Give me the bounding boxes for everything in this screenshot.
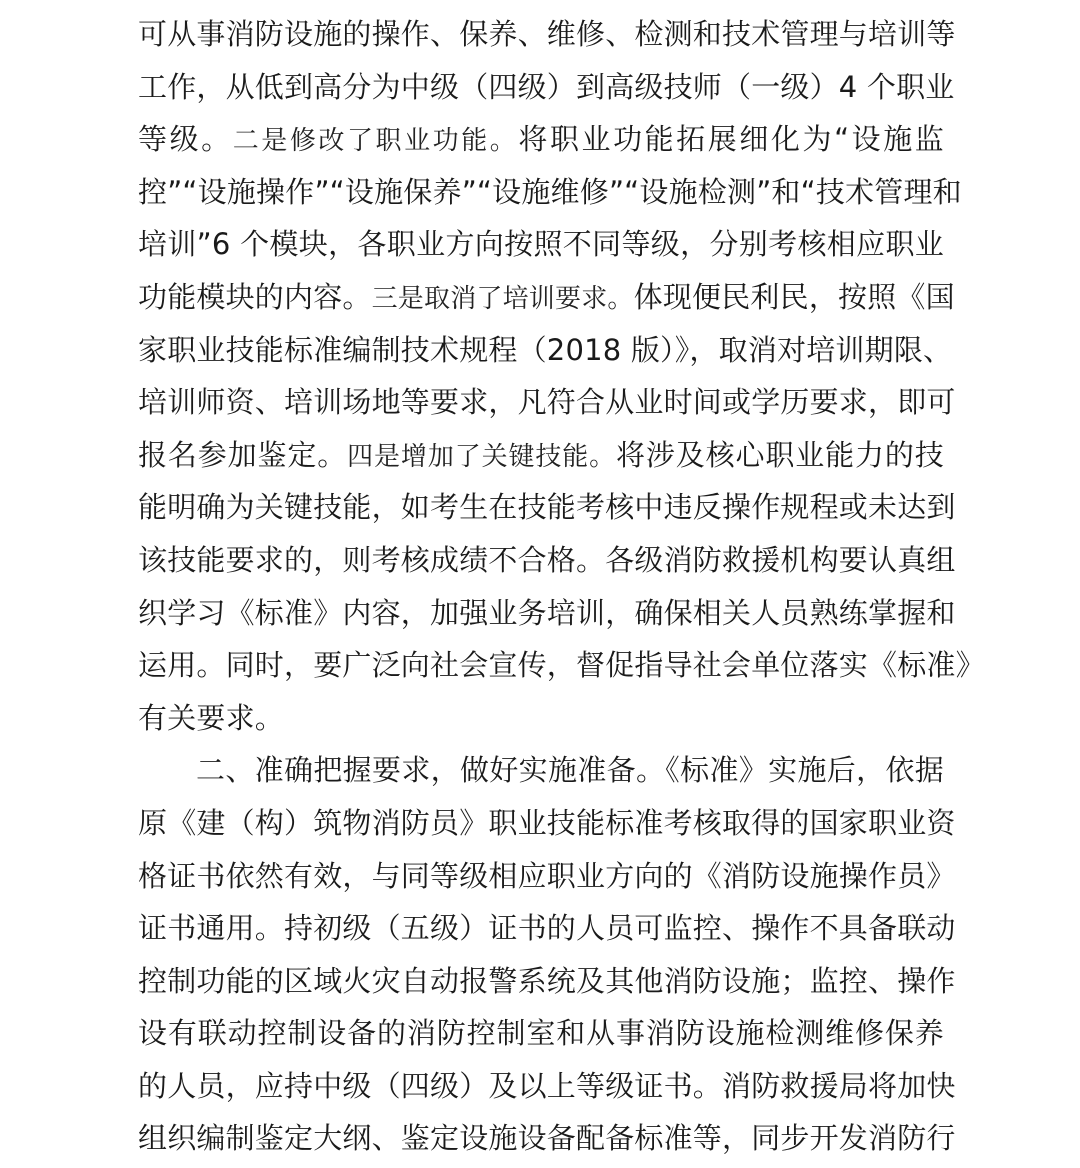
text-segment: 的人员，应持中级（四级）及以上等级证书。消防救援局将加快 [138,1068,956,1103]
text-segment: 织学习《标准》内容，加强业务培训，确保相关人员熟练掌握和 [138,595,956,630]
text-segment: 该技能要求的，则考核成绩不合格。各级消防救援机构要认真组 [138,542,956,577]
text-segment: 组织编制鉴定大纲、鉴定设施设备配备标准等，同步开发消防行 [138,1121,956,1156]
handwritten-emphasis: 二是修改了职业功能。 [232,126,519,157]
text-line [138,166,962,219]
text-line [138,481,956,534]
text-segment: 培训”6 个模块，各职业方向按照不同等级，分别考核相应职业 [138,227,944,262]
document-page [138,8,985,1165]
text-line [138,113,944,166]
text-segment: 功能模块的内容。 [138,279,372,314]
text-segment: 设有联动控制设备的消防控制室和从事消防设施检测维修保养 [138,1016,944,1051]
text-line [138,1007,944,1060]
text-line [138,850,956,903]
text-segment: 将职业功能拓展细化为“设施监 [518,122,944,157]
text-segment: 报名参加鉴定。 [138,437,348,472]
text-segment: 将涉及核心职业能力的技 [615,437,944,472]
text-line [138,955,956,1008]
text-segment: 能明确为关键技能，如考生在技能考核中违反操作规程或未达到 [138,490,956,525]
text-line [138,218,944,271]
text-line [138,692,944,745]
text-line [138,1060,956,1113]
text-line [138,376,956,429]
text-segment: 格证书依然有效，与同等级相应职业方向的《消防设施操作员》 [138,858,956,893]
text-segment: 可从事消防设施的操作、保养、维修、检测和技术管理与培训等 [138,17,956,51]
text-segment: 有关要求。 [138,700,285,735]
text-line [138,271,955,324]
text-segment: 体现便民利民，按照《国 [633,279,955,314]
text-line [138,639,985,692]
text-line [138,902,956,955]
text-line [138,534,956,587]
text-segment: 家职业技能标准编制技术规程（2018 版）》，取消对培训期限、 [138,332,953,367]
text-segment: 证书通用。持初级（五级）证书的人员可监控、操作不具备联动 [138,911,956,946]
text-segment: 原《建（构）筑物消防员》职业技能标准考核取得的国家职业资 [138,805,956,840]
text-line [138,797,956,850]
text-segment: 运用。同时，要广泛向社会宣传，督促指导社会单位落实《标准》 [138,648,985,683]
text-segment: 二、准确把握要求，做好实施准备。《标准》实施后，依据 [196,753,944,788]
text-segment: 培训师资、培训场地等要求，凡符合从业时间或学历要求，即可 [138,385,956,420]
text-segment: 控制功能的区域火灾自动报警系统及其他消防设施；监控、操作 [138,963,956,998]
text-line [138,587,956,640]
text-line [138,324,953,377]
text-line [138,8,956,61]
text-segment: 工作，从低到高分为中级（四级）到高级技师（一级）4 个职业 [138,69,955,104]
text-segment: 等级。 [138,122,233,157]
text-line [138,61,955,114]
text-segment: 控”“设施操作”“设施保养”“设施维修”“设施检测”和“技术管理和 [138,174,962,209]
handwritten-emphasis: 三是取消了培训要求。 [371,283,634,314]
handwritten-emphasis: 四是增加了关键技能。 [347,441,616,472]
text-line [138,1112,956,1165]
text-line [138,744,944,797]
text-line [138,429,944,482]
